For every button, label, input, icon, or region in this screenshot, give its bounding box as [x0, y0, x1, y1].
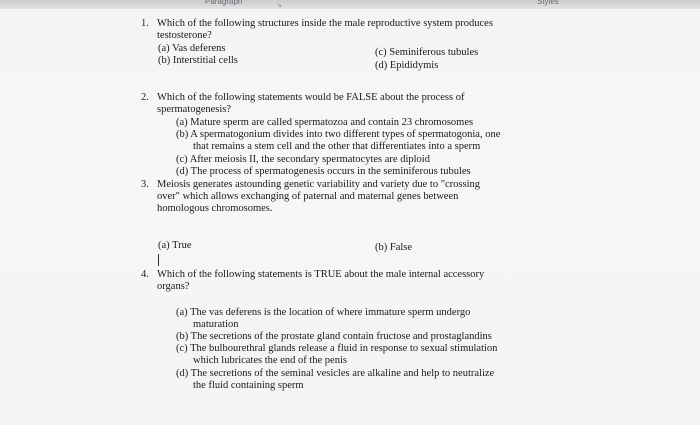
option-false: (b) False — [375, 242, 413, 253]
question-text: over" which allows exchanging of paternal and maternal genes between — [157, 191, 459, 202]
text-cursor — [158, 254, 159, 266]
styles-group-label[interactable]: Styles — [537, 0, 559, 6]
option-c-continued: which lubricates the end of the penis — [193, 355, 347, 366]
option-b: (b) The secretions of the prostate gland contain fructose and prostaglandins — [176, 331, 492, 342]
option-b: (b) A spermatogonium divides into two different types of spermatogonia, one — [176, 129, 501, 140]
option-d: (d) Epididymis — [375, 60, 439, 71]
question-text: spermatogenesis? — [157, 104, 232, 115]
word-ribbon-strip — [0, 0, 700, 9]
option-c: (c) The bulbourethral glands release a fluid in response to sexual stimulation — [176, 343, 498, 354]
option-true: (a) True — [158, 240, 192, 251]
dialog-launcher-icon[interactable]: ↘ — [276, 1, 282, 9]
question-text: Which of the following statements would be FALSE about the process of — [157, 92, 465, 103]
option-a: (a) Mature sperm are called spermatozoa and contain 23 chromosomes — [176, 117, 474, 128]
option-d-continued: the fluid containing sperm — [193, 380, 304, 391]
option-a: (a) Vas deferens — [158, 43, 226, 54]
option-d: (d) The secretions of the seminal vesicles are alkaline and help to neutralize — [176, 368, 495, 379]
question-number: 1. — [141, 18, 149, 29]
question-text: Which of the following statements is TRUE about the male internal accessory — [157, 269, 485, 280]
question-text: organs? — [157, 281, 190, 292]
question-text: Which of the following structures inside the male reproductive system produces — [157, 18, 493, 29]
document-page — [0, 9, 700, 425]
question-text: testosterone? — [157, 30, 212, 41]
option-a-continued: maturation — [193, 319, 239, 330]
option-b: (b) Interstitial cells — [158, 55, 238, 66]
question-text: Meiosis generates astounding genetic variability and variety due to "crossing — [157, 179, 480, 190]
question-number: 4. — [141, 269, 149, 280]
option-d: (d) The process of spermatogenesis occurs in the seminiferous tubules — [176, 166, 471, 177]
option-c: (c) After meiosis II, the secondary spermatocytes are diploid — [176, 154, 430, 165]
option-c: (c) Seminiferous tubules — [375, 47, 479, 58]
question-text: homologous chromosomes. — [157, 203, 273, 214]
question-number: 2. — [141, 92, 149, 103]
option-b-continued: that remains a stem cell and the other that differentiates into a sperm — [193, 141, 481, 152]
option-a: (a) The vas deferens is the location of where immature sperm undergo — [176, 307, 471, 318]
paragraph-group-label[interactable]: Paragraph — [205, 0, 243, 6]
question-number: 3. — [141, 179, 149, 190]
